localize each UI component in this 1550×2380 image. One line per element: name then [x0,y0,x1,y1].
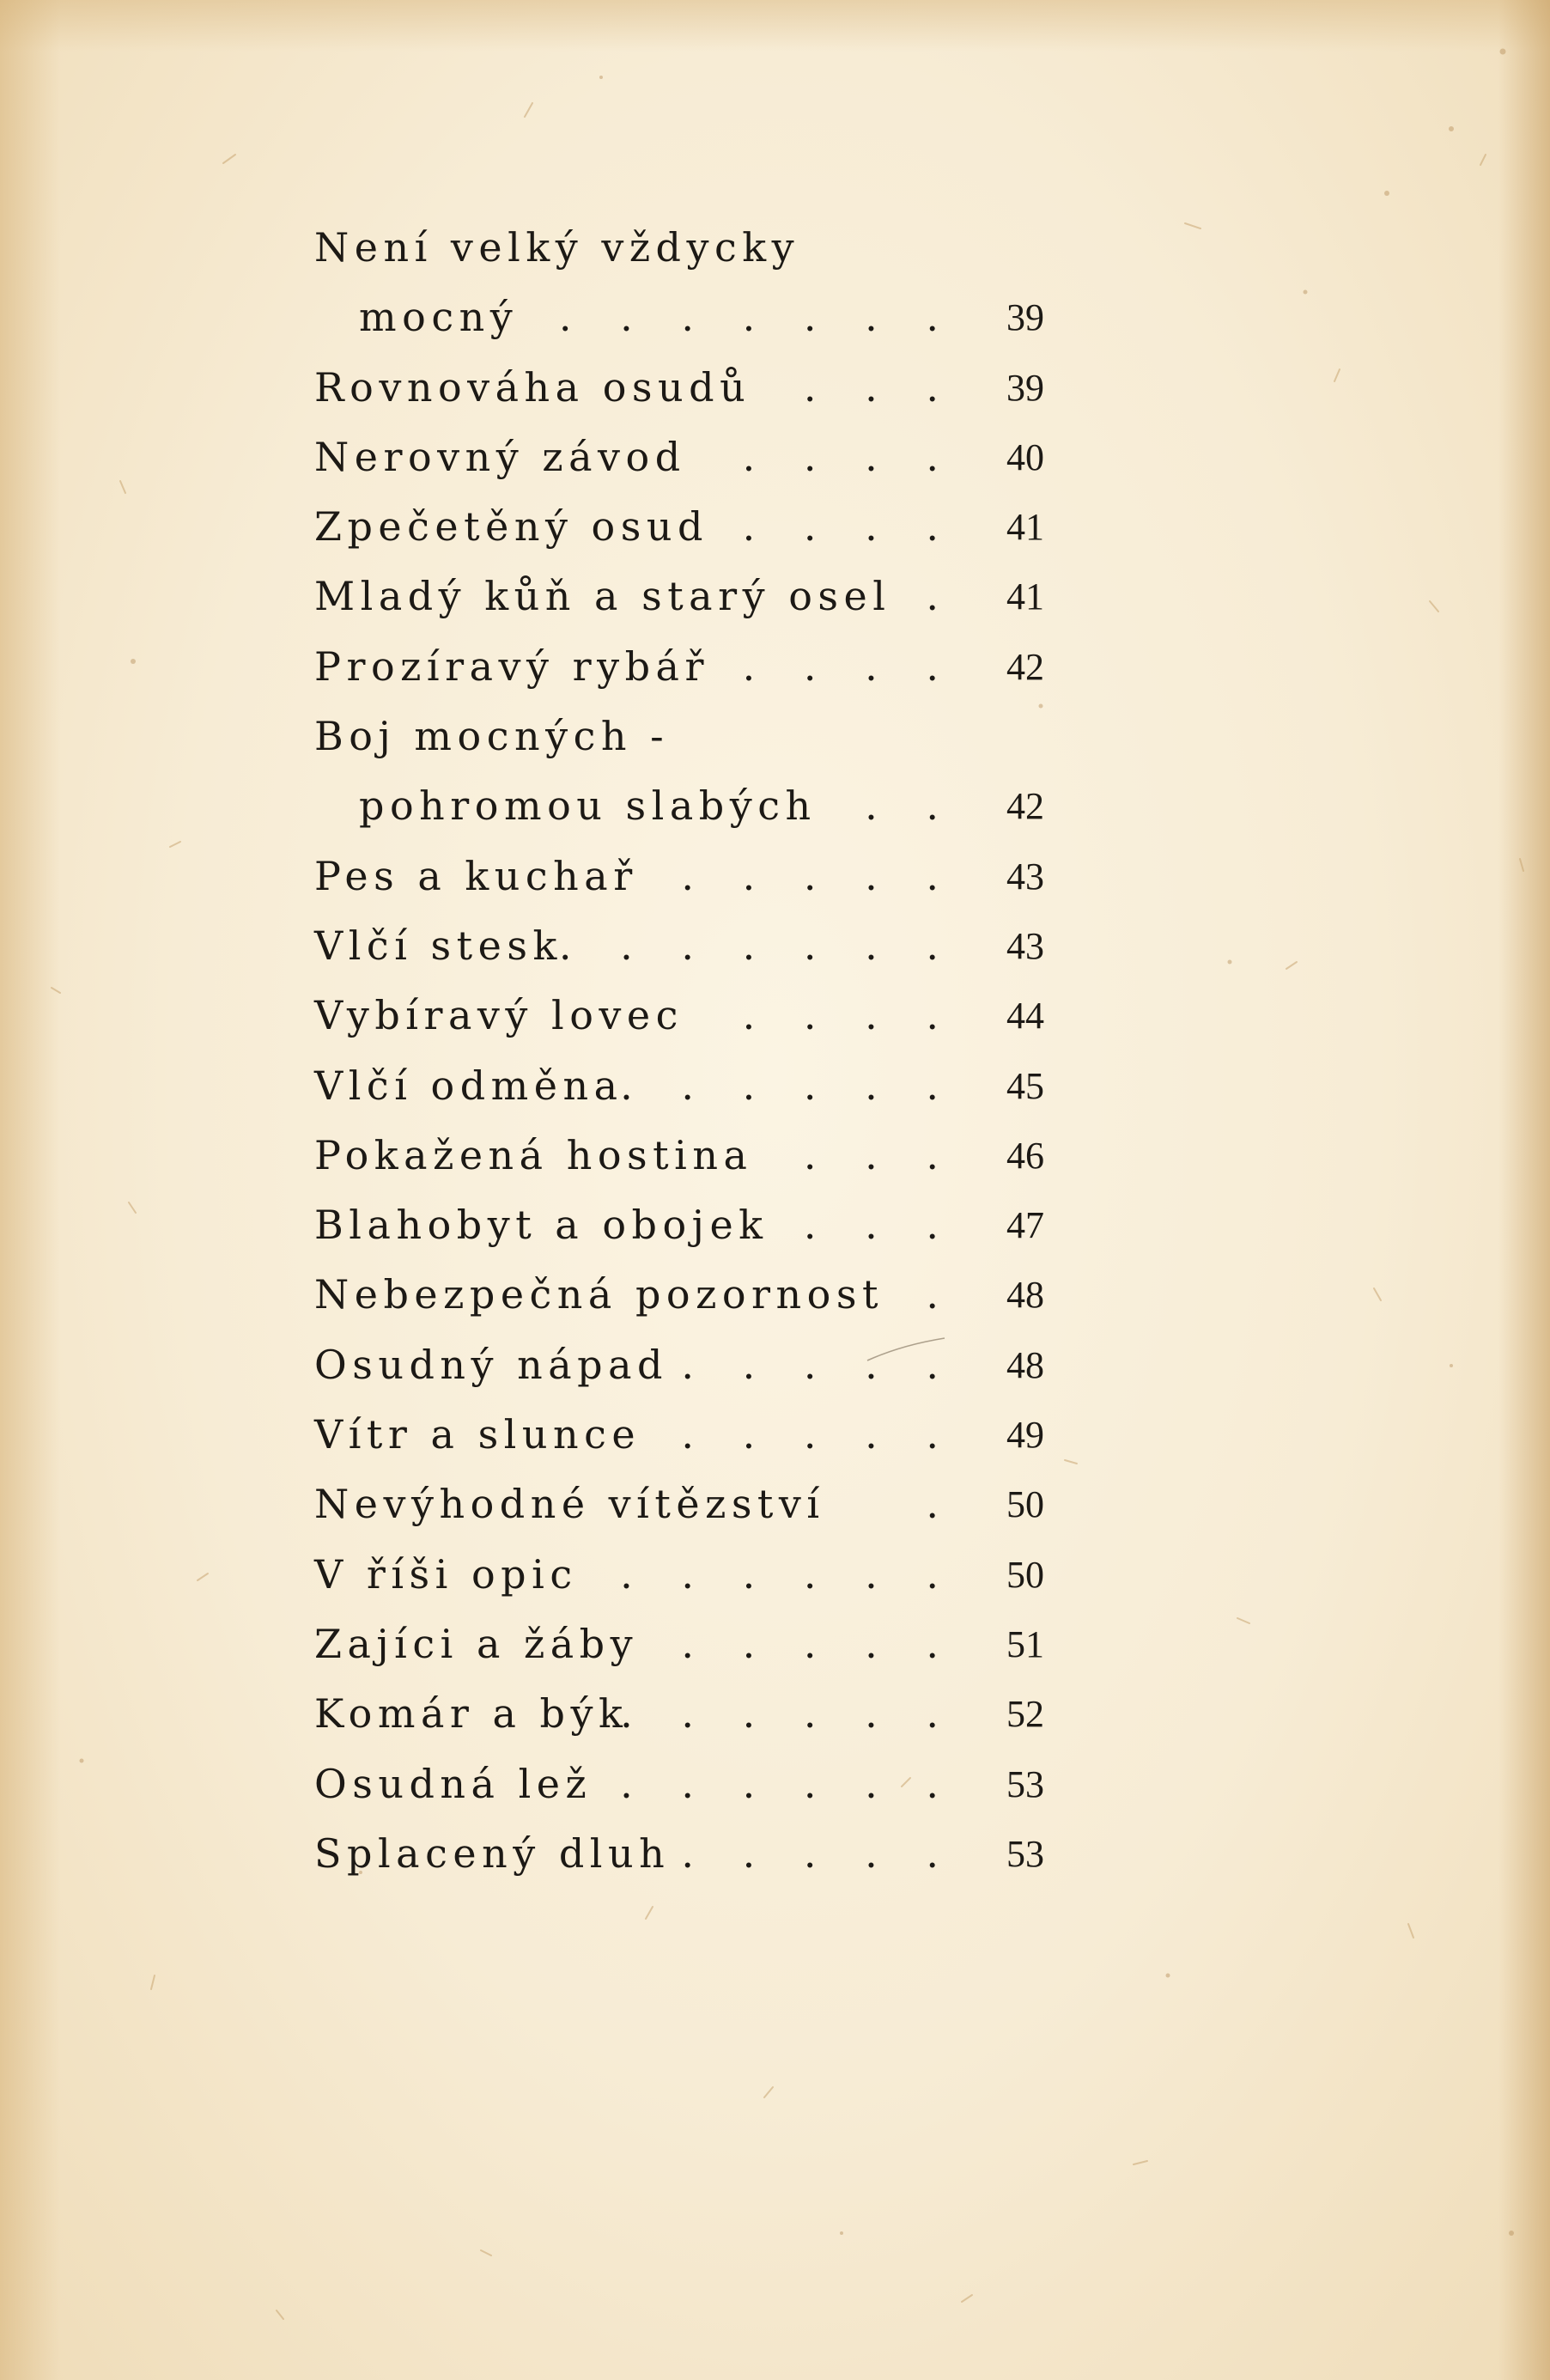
toc-page-number: 45 [1006,1064,1044,1107]
toc-entry-title: Prozíravý rybář [314,642,709,690]
toc-entry [314,1121,1051,1190]
toc-page-number: 49 [1006,1414,1044,1457]
toc-entry-title: Vlčí stesk [314,922,562,969]
toc-entry [314,213,1051,283]
toc-dot-leader: . [926,573,957,620]
toc-page-number: 46 [1006,1134,1044,1177]
toc-dot-leader: . . . . . . [620,1062,957,1109]
toc-page-number: 41 [1006,506,1044,549]
toc-page-number: 50 [1006,1553,1044,1596]
toc-entry [314,911,1051,981]
toc-entry [314,1540,1051,1610]
toc-page-number: 52 [1006,1693,1044,1736]
toc-entry [314,632,1051,702]
toc-entry [314,842,1051,911]
toc-entry-title: Pokažená hostina [314,1131,753,1178]
toc-entry-title: Pes a kuchař [314,852,638,899]
toc-page-number: 47 [1006,1204,1044,1247]
toc-page-number: 51 [1006,1622,1044,1665]
toc-entry-title: Nerovný závod [314,433,686,480]
toc-dot-leader: . . . . . . . [558,922,957,969]
toc-entry [314,1889,1051,1958]
toc-dot-leader: . . . . [742,433,957,480]
toc-entry [314,1330,1051,1400]
toc-dot-leader: . . [865,782,957,830]
toc-page-number: 43 [1006,855,1044,898]
toc-entry-title: Vybíravý lovec [314,992,684,1039]
toc-dot-leader: . [926,1271,957,1318]
toc-dot-leader: . . . . . [681,1411,957,1458]
toc-entry-title: Mladý kůň a starý osel [314,573,891,620]
toc-dot-leader: . . . . [742,642,957,690]
toc-page-number: 42 [1006,785,1044,828]
toc-entry-title: Zpečetěný osud [314,503,708,551]
toc-dot-leader: . . . . . . [620,1550,957,1598]
toc-entry-title: Blahobyt a obojek [314,1202,769,1249]
toc-entry [314,492,1051,562]
toc-dot-leader: . . . . [742,992,957,1039]
toc-page-number: 50 [1006,1483,1044,1526]
toc-entry-title: pohromou slabých [359,782,817,830]
toc-entry-title: Rovnováha osudů [314,363,751,411]
toc-dot-leader: . . . . . . . [558,294,957,341]
toc-entry-title: V říši opic [314,1550,578,1598]
toc-entry-title: Boj mocných - [314,713,670,760]
toc-dot-leader: . [926,1481,957,1528]
toc-dot-leader: . . . . . [681,852,957,899]
toc-page-number: 40 [1006,435,1044,478]
toc-page-number: 48 [1006,1274,1044,1317]
toc-page-number: 44 [1006,995,1044,1038]
toc-dot-leader: . . . . . [681,1829,957,1877]
toc-entry [314,562,1051,631]
toc-page-number: 53 [1006,1832,1044,1875]
toc-page-number: 53 [1006,1762,1044,1805]
toc-page-number: 39 [1006,366,1044,409]
toc-dot-leader: . . . . . [681,1341,957,1388]
toc-entry-title: Nevýhodné vítězství [314,1481,825,1528]
toc-dot-leader: . . . . . . [620,1760,957,1807]
toc-entry-title: mocný [359,294,519,341]
table-of-contents [314,213,1051,1958]
toc-entry-title: Splacený dluh [314,1829,671,1877]
toc-entry [314,981,1051,1050]
toc-dot-leader: . . . . [742,503,957,551]
toc-entry [314,1610,1051,1679]
toc-entry [314,1051,1051,1121]
toc-dot-leader: . . . . . [681,1620,957,1667]
toc-dot-leader: . . . [803,363,957,411]
toc-dot-leader: . . . . . . [620,1690,957,1738]
toc-entry-title: Nebezpečná pozornost [314,1271,884,1318]
toc-page-number: 48 [1006,1343,1044,1386]
toc-entry-title: Vítr a slunce [314,1411,641,1458]
toc-entry [314,283,1051,352]
toc-page-number: 39 [1006,296,1044,339]
toc-page-number: 42 [1006,645,1044,688]
toc-entry [314,1819,1051,1889]
toc-entry [314,423,1051,492]
toc-entry-title: Osudný nápad [314,1341,668,1388]
toc-entry [314,771,1051,841]
toc-entry [314,353,1051,423]
toc-entry-title: Vlčí odměna [314,1062,623,1109]
toc-entry-title: Není velký vždycky [314,224,800,271]
toc-page-number: 43 [1006,924,1044,967]
toc-entry-title: Komár a býk [314,1690,629,1738]
toc-dot-leader: . . . [803,1131,957,1178]
toc-entry [314,1750,1051,1819]
toc-entry [314,1679,1051,1749]
toc-entry [314,702,1051,771]
toc-entry-title: Zajíci a žáby [314,1620,639,1667]
toc-entry [314,1260,1051,1330]
toc-entry [314,1190,1051,1260]
toc-page-number: 41 [1006,575,1044,618]
toc-entry [314,1470,1051,1539]
toc-entry [314,1400,1051,1470]
toc-dot-leader: . . . [803,1202,957,1249]
toc-entry-title: Osudná lež [314,1760,593,1807]
